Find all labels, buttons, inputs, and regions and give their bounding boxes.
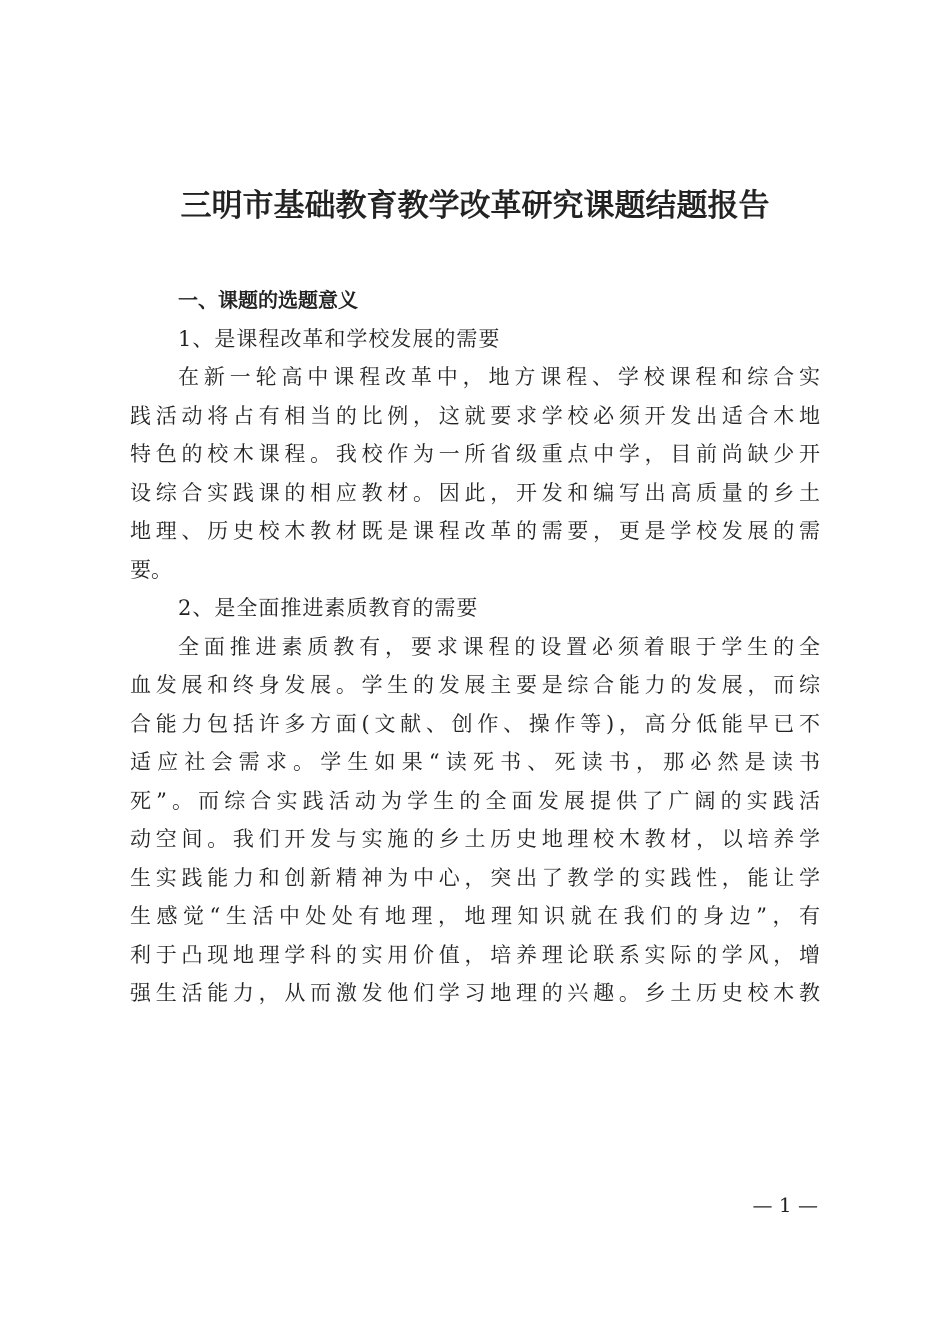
text-line: 设综合实践课的相应教材。因此，开发和编写出高质量的乡土 xyxy=(130,480,820,505)
section-heading: 一、课题的选题意义 xyxy=(178,288,358,312)
text-line: 在新一轮高中课程改革中，地方课程、学校课程和综合实 xyxy=(178,365,820,389)
text-line: 死”。而综合实践活动为学生的全面发展提供了广阔的实践活 xyxy=(130,788,820,813)
text-line: 适应社会需求。学生如果“读死书、死读书，那必然是读书 xyxy=(130,750,820,774)
paragraph xyxy=(130,628,820,1013)
text-line: 特色的校木课程。我校作为一所省级重点中学，目前尚缺少开 xyxy=(130,442,820,466)
text-line: 合能力包括许多方面(文献、创作、操作等)，高分低能早已不 xyxy=(130,711,820,736)
text-line: 全面推进素质教有，要求课程的设置必须着眼于学生的全 xyxy=(178,634,820,659)
page-number: — 1 — xyxy=(752,1193,818,1217)
text-line: 生感觉“生活中处处有地理，地理知识就在我们的身边”，有 xyxy=(130,904,820,928)
text-line: 生实践能力和创新精神为中心，突出了教学的实践性，能让学 xyxy=(130,865,820,890)
text-line: 动空间。我们开发与实施的乡土历史地理校木教材，以培养学 xyxy=(130,827,820,851)
text-line: 地理、历史校木教材既是课程改革的需要，更是学校发展的需 xyxy=(130,519,820,543)
text-line: 强生活能力，从而激发他们学习地理的兴趣。乡土历史校木教 xyxy=(130,981,820,1005)
subsection-heading: 1、是课程改革和学校发展的需要 xyxy=(178,326,501,351)
subsection-heading: 2、是全面推进素质教育的需要 xyxy=(178,596,479,620)
paragraph xyxy=(130,358,820,589)
document-title: 三明市基础教育教学改革研究课题结题报告 xyxy=(180,188,770,224)
document-body xyxy=(130,281,820,1013)
text-line: 利于凸现地理学科的实用价值，培养理论联系实际的学风，增 xyxy=(130,942,820,967)
text-line: 要。 xyxy=(130,557,172,582)
text-line: 血发展和终身发展。学生的发展主要是综合能力的发展，而综 xyxy=(130,673,820,697)
text-line: 践活动将占有相当的比例，这就要求学校必须开发出适合木地 xyxy=(130,403,820,428)
